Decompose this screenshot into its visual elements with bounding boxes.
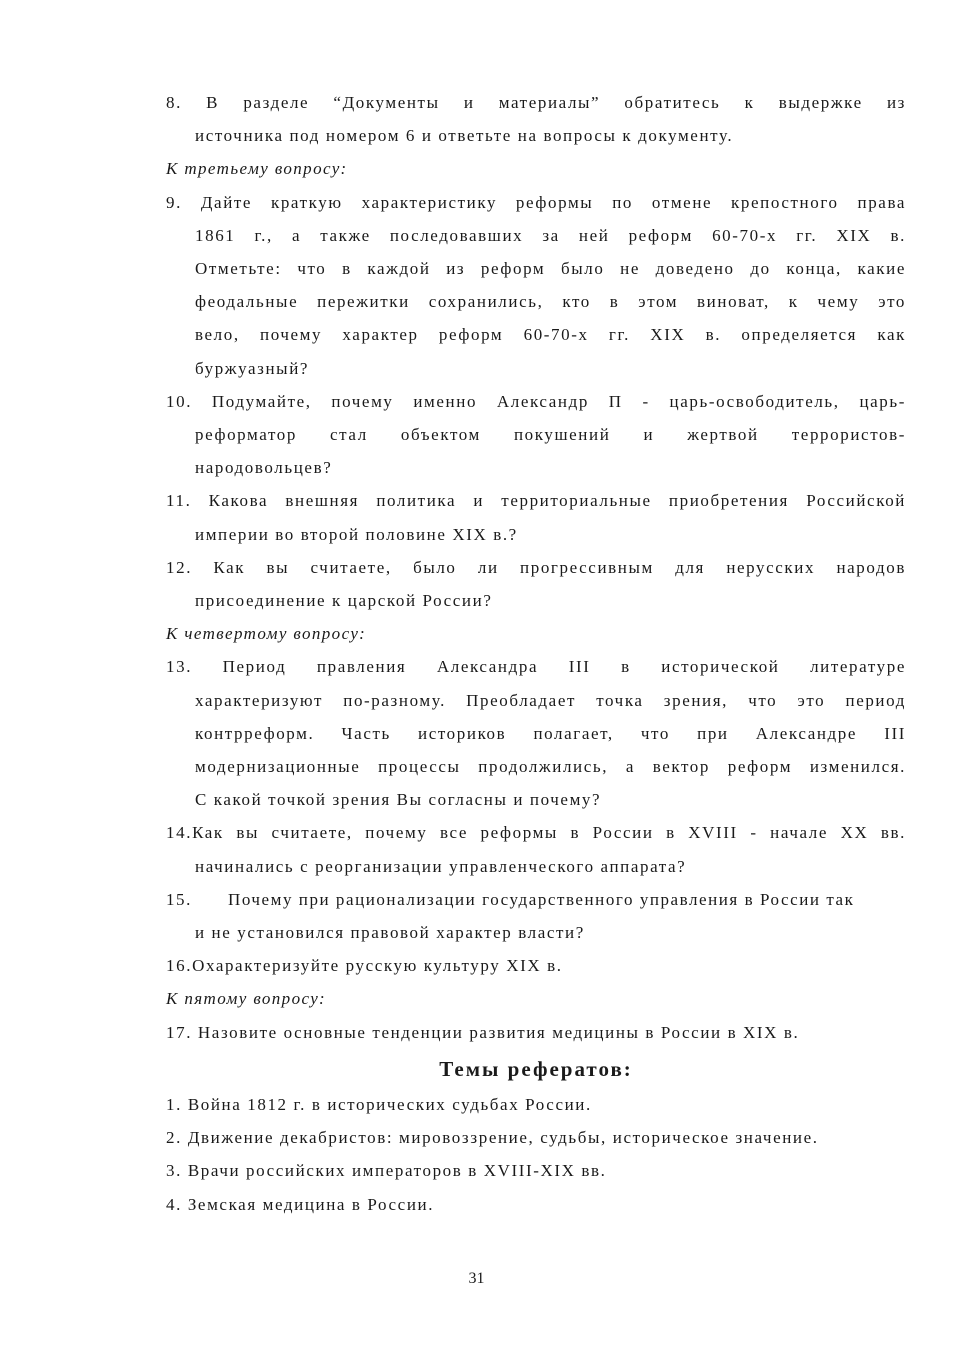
question-text: Как вы считаете, почему все реформы в России в XVIII - начале XX вв.	[192, 823, 906, 843]
question-8-line-1	[166, 86, 906, 119]
essay-text: Война 1812 г. в исторических судьбах России.	[187, 1094, 592, 1114]
question-10-line-1	[166, 385, 906, 418]
page-content	[166, 86, 906, 1221]
essay-text: Движение декабристов: мировоззрение, судьбы, историческое значение.	[187, 1128, 819, 1148]
essay-number: 3.	[166, 1161, 182, 1181]
question-13-line-3: контрреформ. Часть историков полагает, что при Александре III	[195, 723, 906, 743]
question-9-line-6: буржуазный?	[195, 358, 310, 378]
question-17-line-1	[166, 1016, 906, 1049]
question-10-line-2: реформатор стал объектом покушений и жертвой террористов-	[195, 425, 906, 445]
question-13-line-2: характеризуют по-разному. Преобладает точка зрения, что это период	[195, 690, 906, 710]
question-9-line-2: 1861 г., а также последовавших за ней реформ 60-70-х гг. XIX в.	[195, 225, 906, 245]
question-number: 9.	[166, 192, 182, 212]
question-number: 8.	[166, 93, 182, 112]
question-13-line-5: С какой точкой зрения Вы согласны и почему?	[195, 790, 602, 810]
question-16-line-1	[166, 949, 906, 982]
essay-text: Врачи российских императоров в XVIII-XIX вв.	[187, 1161, 607, 1181]
essay-item-2	[166, 1121, 906, 1154]
question-14-line-2: начинались с реорганизации управленческого аппарата?	[195, 856, 687, 876]
question-number: 14.	[166, 823, 193, 843]
question-13-line-4: модернизационные процессы продолжились, а вектор реформ изменился.	[195, 757, 906, 777]
question-8-line-2: источника под номером 6 и ответьте на вопросы к документу.	[195, 126, 734, 146]
page-number: 31	[468, 1270, 485, 1287]
essay-item-1	[166, 1088, 906, 1121]
question-text: Назовите основные тенденции развития медицины в России в XIX в.	[197, 1022, 800, 1042]
question-text: Как вы считаете, было ли прогрессивным для нерусских народов	[213, 557, 906, 577]
question-10-line-3: народовольцев?	[195, 458, 333, 478]
essay-number: 1.	[166, 1094, 182, 1114]
essay-item-4	[166, 1188, 906, 1221]
question-number: 11.	[166, 491, 192, 511]
question-text: Почему при рационализации государственного управления в России так	[228, 889, 855, 909]
question-text: Период правления Александра III в исторической литературе	[222, 657, 906, 677]
question-9-line-3: Отметьте: что в каждой из реформ было не доведено до конца, какие	[195, 259, 906, 279]
question-number: 10.	[166, 391, 193, 411]
essay-topics-heading: Темы рефератов:	[439, 1056, 633, 1081]
question-13-line-1	[166, 650, 906, 683]
essay-number: 4.	[166, 1194, 182, 1214]
question-number: 15.	[166, 889, 192, 909]
question-text: Дайте краткую характеристику реформы по отмене крепостного права	[200, 192, 906, 212]
essay-text: Земская медицина в России.	[187, 1194, 435, 1214]
essay-item-3	[166, 1154, 906, 1187]
section-heading-4: К четвертому вопросу:	[166, 624, 367, 644]
section-heading-5: К пятому вопросу:	[166, 989, 327, 1009]
question-text: В разделе “Документы и материалы” обратитесь к выдержке из	[206, 93, 906, 112]
question-number: 17.	[166, 1022, 193, 1042]
question-9-line-5: вело, почему характер реформ 60-70-х гг. XIX в. определяется как	[195, 325, 906, 345]
question-number: 16.	[166, 956, 193, 976]
question-12-line-2: присоединение к царской России?	[195, 591, 493, 611]
question-9-line-1	[166, 186, 906, 219]
section-heading-3: К третьему вопросу:	[166, 159, 348, 179]
question-text: Охарактеризуйте русскую культуру XIX в.	[192, 956, 563, 976]
essay-number: 2.	[166, 1128, 182, 1148]
question-number: 13.	[166, 657, 193, 677]
question-text: Какова внешняя политика и территориальные приобретения Российской	[208, 491, 906, 511]
question-14-line-1	[166, 816, 906, 849]
question-text: Подумайте, почему именно Александр П - царь-освободитель, царь-	[211, 391, 906, 411]
question-9-line-4: феодальные пережитки сохранились, кто в этом виноват, к чему это	[195, 292, 906, 312]
question-11-line-1	[166, 484, 906, 517]
question-11-line-2: империи во второй половине XIX в.?	[195, 524, 518, 544]
question-15-line-1	[166, 883, 906, 916]
question-12-line-1	[166, 551, 906, 584]
question-15-line-2: и не установился правовой характер власти?	[195, 923, 585, 943]
question-number: 12.	[166, 557, 193, 577]
